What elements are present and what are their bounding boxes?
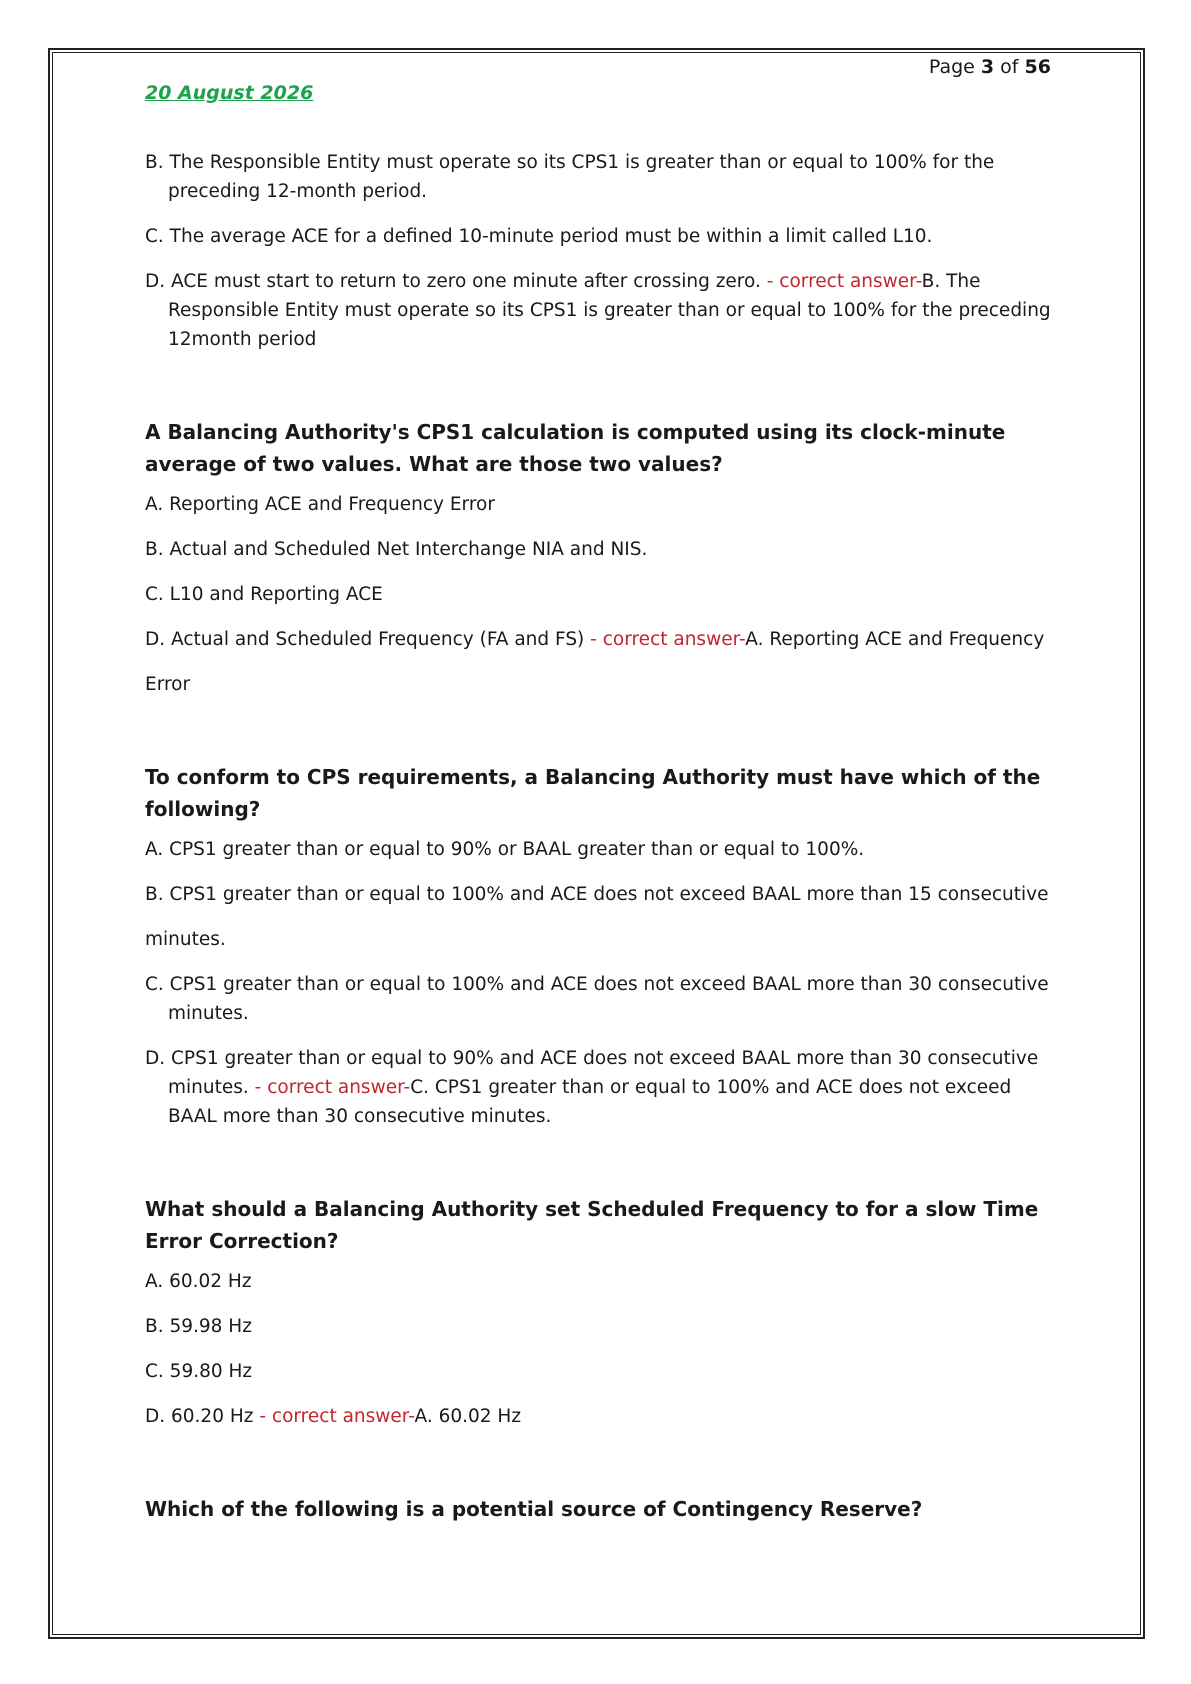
- option-c: C. 59.80 Hz: [145, 1361, 253, 1382]
- option-d: [145, 1402, 1065, 1431]
- document-date: 20 August 2026: [145, 82, 314, 104]
- option-d-text: D. Actual and Scheduled Frequency (FA and FS): [145, 629, 591, 650]
- option-b: B. The Responsible Entity must operate so its CPS1 is greater than or equal to 100% for the preceding 12-month period.: [145, 152, 995, 202]
- correct-answer-text: B. The Responsible Entity must operate so its CPS1 is greater than or equal to 100% for the preceding 12month period: [168, 271, 1051, 350]
- option-c: C. CPS1 greater than or equal to 100% and ACE does not exceed BAAL more than 30 consecutive minutes.: [145, 974, 1049, 1024]
- correct-answer-text: C. CPS1 greater than or equal to 100% and ACE does not exceed BAAL more than 30 consecutive minutes.: [168, 1077, 1012, 1127]
- page-current: 3: [980, 56, 995, 78]
- option-d: [145, 1044, 1065, 1131]
- option-d-text: D. CPS1 greater than or equal to 90% and ACE does not exceed BAAL more than 30 consecutive minutes.: [145, 1048, 1039, 1098]
- question-heading: Which of the following is a potential source of Contingency Reserve?: [145, 1497, 923, 1521]
- document-body: [145, 148, 1065, 1535]
- correct-answer-text: A. Reporting ACE and Frequency: [745, 629, 1045, 650]
- question-heading: A Balancing Authority's CPS1 calculation is computed using its clock-minute average of two values. What are those two values?: [145, 420, 1006, 476]
- correct-answer-continuation: Error: [145, 674, 191, 695]
- page-prefix: Page: [928, 56, 981, 78]
- option-d: [145, 267, 1065, 354]
- page-of: of: [994, 56, 1025, 78]
- option-d: [145, 625, 1065, 654]
- option-a: A. Reporting ACE and Frequency Error: [145, 494, 495, 515]
- option-b: B. Actual and Scheduled Net Interchange NIA and NIS.: [145, 539, 648, 560]
- option-c: C. L10 and Reporting ACE: [145, 584, 383, 605]
- option-b: B. 59.98 Hz: [145, 1316, 252, 1337]
- option-d-text: D. 60.20 Hz: [145, 1406, 260, 1427]
- page-total: 56: [1024, 56, 1051, 78]
- correct-answer-marker: - correct answer-: [590, 629, 746, 650]
- option-b: B. CPS1 greater than or equal to 100% and ACE does not exceed BAAL more than 15 consecutive: [145, 884, 1049, 905]
- question-heading: What should a Balancing Authority set Scheduled Frequency to for a slow Time Error Correction?: [145, 1197, 1039, 1253]
- correct-answer-marker: - correct answer-: [254, 1077, 411, 1098]
- correct-answer-marker: - correct answer-: [766, 271, 922, 292]
- option-d-text: D. ACE must start to return to zero one minute after crossing zero.: [145, 271, 767, 292]
- correct-answer-text: A. 60.02 Hz: [414, 1406, 522, 1427]
- page-number: [929, 55, 1051, 79]
- question-heading: To conform to CPS requirements, a Balancing Authority must have which of the following?: [145, 765, 1041, 821]
- correct-answer-marker: - correct answer-: [259, 1406, 415, 1427]
- option-a: A. CPS1 greater than or equal to 90% or BAAL greater than or equal to 100%.: [145, 839, 865, 860]
- option-c: C. The average ACE for a defined 10-minute period must be within a limit called L10.: [145, 226, 933, 247]
- option-b-continuation: minutes.: [145, 929, 226, 950]
- option-a: A. 60.02 Hz: [145, 1271, 252, 1292]
